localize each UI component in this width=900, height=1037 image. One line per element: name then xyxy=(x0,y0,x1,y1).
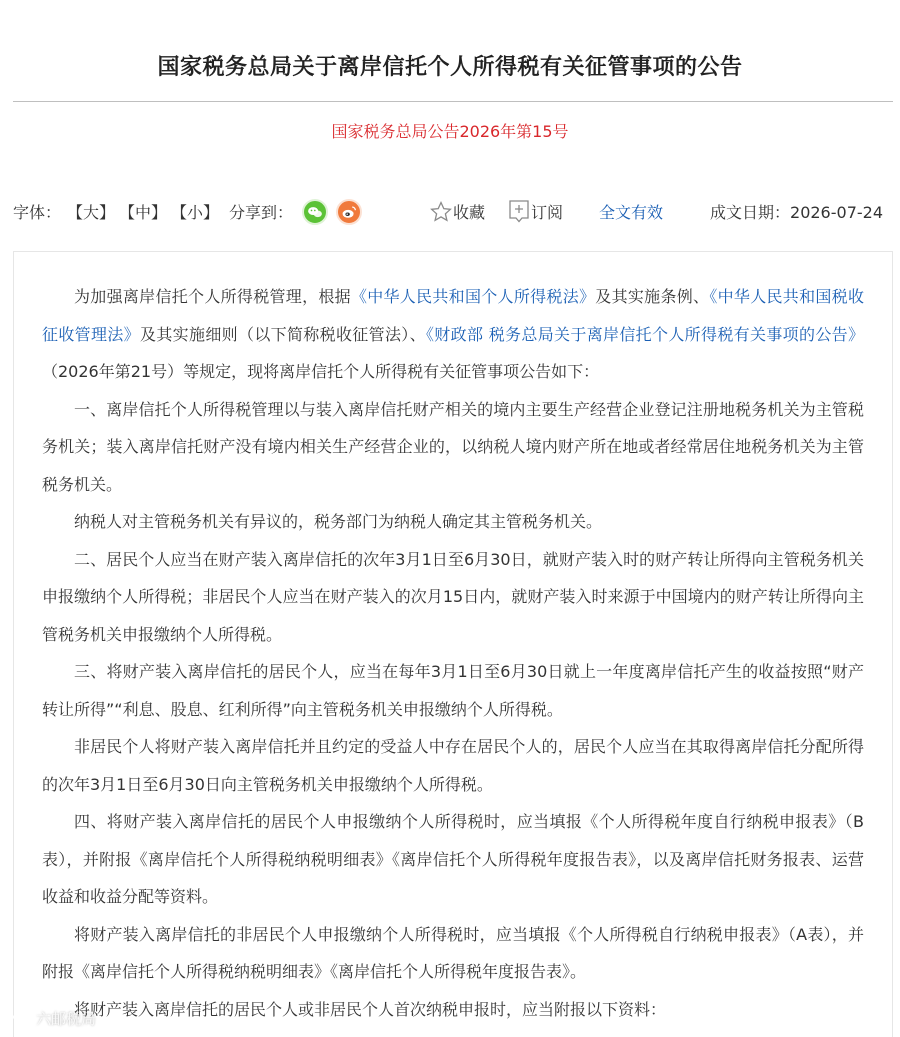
paragraph: 一、离岸信托个人所得税管理以与装入离岸信托财产相关的境内主要生产经营企业登记注册地税务机关为主管税务机关；装入离岸信托财产没有境内相关生产经营企业的，以纳税人境内财产所在地或者经常居住地税务机关为主管税务机关。 xyxy=(42,399,864,494)
page-title: 国家税务总局关于离岸信托个人所得税有关征管事项的公告 xyxy=(157,55,743,80)
watermark-text: 六邮税局 xyxy=(36,1010,97,1028)
weibo-icon xyxy=(336,199,362,225)
star-icon xyxy=(429,200,453,224)
font-large-button[interactable]: 【大】 xyxy=(67,203,116,222)
favorite-label: 收藏 xyxy=(453,203,486,222)
watermark-logo-icon xyxy=(6,1009,36,1031)
validity-status: 全文有效 xyxy=(599,203,664,222)
paragraph: 二、居民个人应当在财产装入离岸信托的次年3月1日至6月30日，就财产装入时的财产转让所得向主管税务机关申报缴纳个人所得税；非居民个人应当在财产装入的次月15日内，就财产装入时来源于中国境内的财产转让所得向主管税务机关申报缴纳个人所得税。 xyxy=(42,549,864,644)
share-wechat-button[interactable] xyxy=(302,197,328,229)
paragraph: 纳税人对主管税务机关有异议的，税务部门为纳税人确定其主管税务机关。 xyxy=(74,512,603,531)
subscribe-label: 订阅 xyxy=(531,203,564,222)
subscribe-icon xyxy=(507,198,531,224)
issue-date-value: 2026-07-24 xyxy=(790,203,883,222)
article-toolbar xyxy=(13,197,893,229)
document-number: 国家税务总局公告2026年第15号 xyxy=(331,122,569,141)
paragraph: 将财产装入离岸信托的非居民个人申报缴纳个人所得税时，应当填报《个人所得税自行纳税申报表》（A表），并附报《离岸信托个人所得税纳税明细表》《离岸信托个人所得税年度报告表》。 xyxy=(42,924,864,981)
watermark xyxy=(6,1008,96,1034)
law-link-individual-income-tax[interactable]: 《中华人民共和国个人所得税法》 xyxy=(350,287,596,306)
paragraph: 非居民个人将财产装入离岸信托并且约定的受益人中存在居民个人的，居民个人应当在其取得离岸信托分配所得的次年3月1日至6月30日向主管税务机关申报缴纳个人所得税。 xyxy=(42,737,864,794)
font-medium-button[interactable]: 【中】 xyxy=(119,203,168,222)
law-link-offshore-trust-announcement[interactable]: 《财政部 税务总局关于离岸信托个人所得税有关事项的公告》 xyxy=(425,324,864,344)
paragraph: 四、将财产装入离岸信托的居民个人申报缴纳个人所得税时，应当填报《个人所得税年度自行纳税申报表》（B表），并附报《离岸信托个人所得税纳税明细表》《离岸信托个人所得税年度报告表》，以及离岸信托财务报表、运营收益和收益分配等资料。 xyxy=(42,812,864,906)
share-weibo-button[interactable] xyxy=(336,197,362,229)
subscribe-button[interactable] xyxy=(507,197,563,229)
wechat-icon xyxy=(302,199,328,225)
article-body xyxy=(13,251,893,1037)
share-label: 分享到： xyxy=(229,203,294,222)
issue-date xyxy=(710,197,883,229)
favorite-button[interactable] xyxy=(429,197,485,229)
issue-date-label: 成文日期： xyxy=(710,203,791,222)
paragraph: 将财产装入离岸信托的居民个人或非居民个人首次纳税申报时，应当附报以下资料： xyxy=(74,999,667,1019)
title-divider xyxy=(13,101,893,102)
font-small-button[interactable]: 【小】 xyxy=(171,203,220,222)
paragraph: 为加强离岸信托个人所得税管理，根据《中华人民共和国个人所得税法》及其实施条例、《中华人民共和国税收征收管理法》及其实施细则（以下简称税收征管法）、《财政部 税务总局关于离岸信托个人所得税有关事项的公告》（2026年第21号）等规定，现将离岸信托个人所得税有关征管事项公告如下： xyxy=(42,287,864,381)
font-size-label: 字体： xyxy=(13,203,62,222)
paragraph: 三、将财产装入离岸信托的居民个人，应当在每年3月1日至6月30日就上一年度离岸信托产生的收益按照“财产转让所得”“利息、股息、红利所得”向主管税务机关申报缴纳个人所得税。 xyxy=(42,662,864,719)
law-link-tax-collection-law[interactable]: 《中华人民共和国税收征收管理法》 xyxy=(42,287,864,344)
